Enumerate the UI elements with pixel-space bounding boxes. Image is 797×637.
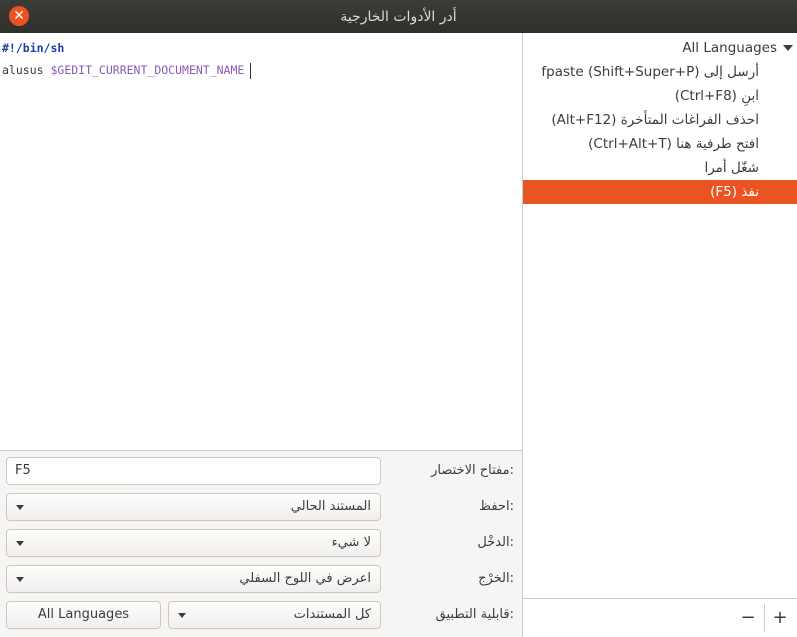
- script-editor[interactable]: [0, 33, 522, 450]
- tree-item[interactable]: احذف الفراغات المتأخرة (Alt+F12): [551, 112, 759, 128]
- save-label: احفظ:: [479, 499, 514, 514]
- tree-item[interactable]: ابنِ (Ctrl+F8): [674, 88, 759, 104]
- applicability-value: كل المستندات: [293, 607, 371, 622]
- input-value: لا شيء: [331, 535, 371, 550]
- shortcut-field[interactable]: F5: [6, 457, 381, 485]
- toolbar-separator: [764, 604, 765, 632]
- chevron-down-icon: [16, 541, 24, 546]
- tree-group-header[interactable]: [682, 37, 797, 59]
- applicability-combo[interactable]: [168, 601, 381, 629]
- variable-text: $GEDIT_CURRENT_DOCUMENT_NAME: [50, 63, 245, 77]
- window-title: أدر الأدوات الخارجية: [340, 8, 457, 25]
- tree-item[interactable]: افتح طرفية هنا (Ctrl+Alt+T): [588, 136, 759, 152]
- chevron-down-icon: [16, 577, 24, 582]
- output-value: اعرض في اللوح السفلي: [239, 571, 371, 586]
- tree-toolbar: [523, 598, 797, 637]
- applicability-label: قابلية التطبيق:: [435, 607, 514, 622]
- output-label: الخرْج:: [478, 571, 514, 586]
- shortcut-label: مفتاح الاختصار:: [431, 463, 514, 478]
- tool-properties-form: [0, 451, 522, 637]
- save-combo[interactable]: [6, 493, 381, 521]
- titlebar: [0, 0, 797, 33]
- shebang-text: #!/bin/sh: [2, 41, 65, 55]
- add-tool-button[interactable]: +: [772, 607, 788, 628]
- chevron-down-icon: [16, 505, 24, 510]
- tools-tree: [523, 33, 797, 598]
- chevron-down-icon: [178, 613, 186, 618]
- input-label: الدخْل:: [477, 535, 514, 550]
- text-cursor: [250, 63, 251, 79]
- save-value: المستند الحالي: [290, 499, 371, 514]
- expander-icon[interactable]: [783, 45, 793, 51]
- command-text: alusus: [2, 63, 51, 77]
- tree-item[interactable]: شغّل أمرا: [704, 160, 759, 176]
- tree-item-selected[interactable]: نفذ (F5): [523, 180, 797, 204]
- tree-item[interactable]: أرسل إلى fpaste (Shift+Super+P): [541, 64, 759, 80]
- output-combo[interactable]: [6, 565, 381, 593]
- remove-tool-button[interactable]: −: [740, 607, 756, 628]
- code-line-2: [2, 59, 520, 81]
- code-line-1: [2, 37, 520, 59]
- close-icon[interactable]: ✕: [9, 6, 29, 26]
- tree-group-label: All Languages: [682, 40, 777, 56]
- languages-button[interactable]: All Languages: [6, 601, 161, 629]
- input-combo[interactable]: [6, 529, 381, 557]
